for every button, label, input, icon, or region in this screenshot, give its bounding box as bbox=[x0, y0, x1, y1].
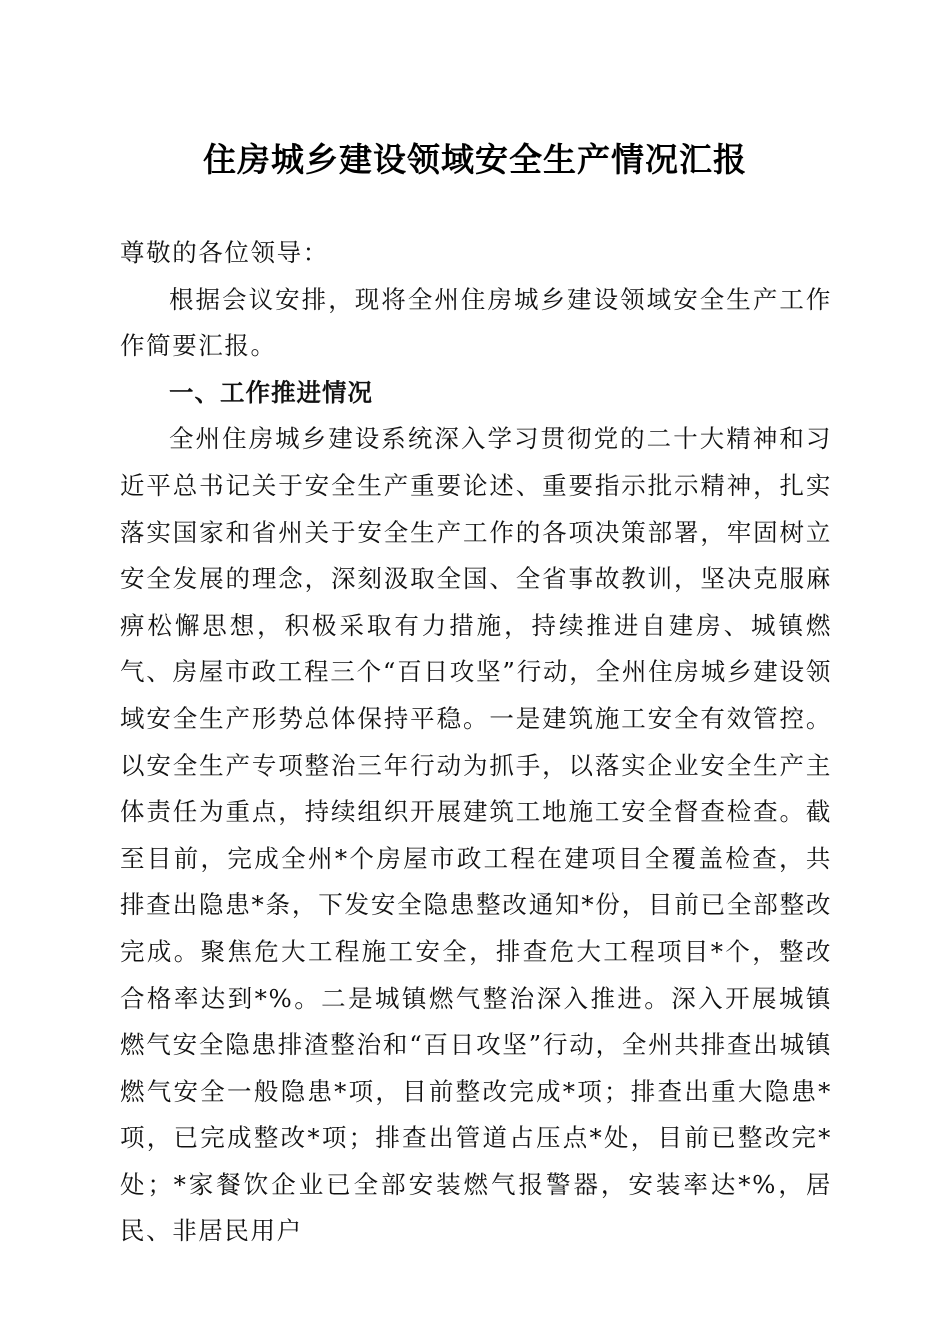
section-heading: 一、工作推进情况 bbox=[169, 377, 373, 407]
intro-paragraph: 根据会议安排，现将全州住房城乡建设领域安全生产工作作简要汇报。 bbox=[120, 284, 832, 361]
document-title: 住房城乡建设领域安全生产情况汇报 bbox=[203, 140, 747, 179]
section-paragraph: 全州住房城乡建设系统深入学习贯彻党的二十大精神和习近平总书记关于安全生产重要论述、重要指示批示精神，扎实落实国家和省州关于安全生产工作的各项决策部署，牢固树立安全发展的理念，深刻汲取全国、全省事故教训，坚决克服麻痹松懈思想，积极采取有力措施，持续推进自建房、城镇燃气、房屋市政工程三个“百日攻坚”行动，全州住房城乡建设领域安全生产形势总体保持平稳。一是建筑施工安全有效管控。以安全生产专项整治三年行动为抓手，以落实企业安全生产主体责任为重点，持续组织开展建筑工地施工安全督查检查。截至目前，完成全州*个房屋市政工程在建项目全覆盖检查，共排查出隐患*条，下发安全隐患整改通知*份，目前已全部整改完成。聚焦危大工程施工安全，排查危大工程项目*个，整改合格率达到*%。二是城镇燃气整治深入推进。深入开展城镇燃气安全隐患排渣整治和“百日攻坚”行动，全州共排查出城镇燃气安全一般隐患*项，目前整改完成*项；排查出重大隐患*项，已完成整改*项；排查出管道占压点*处，目前已整改完*处；*家餐饮企业已全部安装燃气报警器，安装率达*%，居民、非居民用户 bbox=[120, 424, 832, 1246]
salutation: 尊敬的各位领导： bbox=[120, 238, 329, 267]
document-body bbox=[120, 230, 832, 1255]
